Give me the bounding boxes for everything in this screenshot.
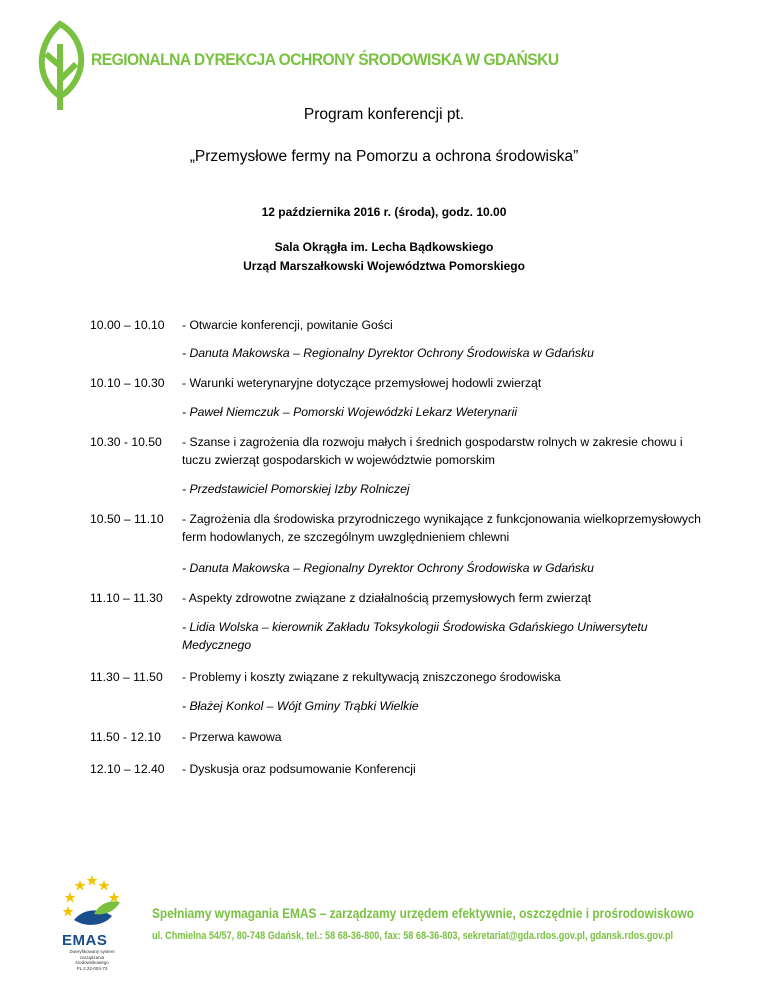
emas-stars-icon: [60, 872, 124, 932]
organization-name: REGIONALNA DYREKCJA OCHRONY ŚRODOWISKA W GDAŃSKU: [91, 50, 559, 69]
program-speaker: - Danuta Makowska – Regionalny Dyrektor Ochrony Środowiska w Gdańsku: [182, 561, 594, 575]
program-time: 11.10 – 11.30: [90, 591, 163, 605]
program-title: Program konferencji pt.: [303, 106, 465, 123]
page-footer: [60, 872, 720, 984]
emas-certificate-line: Zweryfikowany system: [69, 949, 115, 954]
conference-date: 12 października 2016 r. (środa), godz. 10.00: [261, 205, 507, 219]
program-time: 12.10 – 12.40: [90, 762, 165, 776]
footer-address: ul. Chmielna 54/57, 80-748 Gdańsk, tel.: 58 68-36-800, fax: 58 68-36-803, sekretariat@gda.rdos.gov.pl, gdansk.rdos.gov.pl: [152, 930, 674, 942]
footer-slogan: Spełniamy wymagania EMAS – zarządzamy urzędem efektywnie, oszczędnie i prośrodowiskowo: [152, 906, 695, 921]
program-speaker: - Lidia Wolska – kierownik Zakładu Toksykologii Środowiska Gdańskiego Uniwersytetu Medycznego: [182, 620, 648, 652]
program-speaker: - Błażej Konkol – Wójt Gminy Trąbki Wielkie: [182, 699, 419, 713]
program-time: 11.50 - 12.10: [90, 730, 161, 744]
emas-logo-text: EMAS: [62, 932, 108, 949]
page-header: [36, 20, 736, 112]
program-description: - Przerwa kawowa: [182, 730, 282, 744]
program-speaker: - Danuta Makowska – Regionalny Dyrektor Ochrony Środowiska w Gdańsku: [182, 346, 594, 360]
venue-building: Urząd Marszałkowski Województwa Pomorskiego: [243, 259, 525, 273]
emas-certificate-line: zarządzania: [79, 954, 105, 960]
program-speaker: - Paweł Niemczuk – Pomorski Wojewódzki Lekarz Weterynarii: [182, 405, 518, 419]
program-description: - Szanse i zagrożenia dla rozwoju małych i średnich gospodarstw rolnych w zakresie chowu i tuczu zwierząt gospodarskich w województwie pomorskim: [182, 435, 683, 467]
venue-room: Sala Okrągła im. Lecha Bądkowskiego: [274, 240, 494, 254]
program-time: 10.30 - 10.50: [90, 435, 162, 449]
program-description: - Zagrożenia dla środowiska przyrodniczego wynikające z funkcjonowania wielkoprzemysłowych ferm hodowlanych, ze szczególnym uwzględnieniem chlewni: [182, 512, 701, 544]
program-description: - Problemy i koszty związane z rekultywacją zniszczonego środowiska: [182, 670, 561, 684]
emas-certificate-line: środowiskowego: [75, 960, 109, 965]
program-time: 10.00 – 10.10: [90, 318, 165, 332]
program-description: - Otwarcie konferencji, powitanie Gości: [182, 318, 393, 332]
program-description: - Warunki weterynaryjne dotyczące przemysłowej hodowli zwierząt: [182, 376, 542, 390]
conference-title: „Przemysłowe fermy na Pomorzu a ochrona środowiska”: [189, 148, 579, 165]
leaf-logo-icon: [36, 20, 86, 112]
program-time: 11.30 – 11.50: [90, 670, 163, 684]
program-description: - Aspekty zdrowotne związane z działalnością przemysłowych ferm zwierząt: [182, 591, 592, 605]
program-time: 10.10 – 10.30: [90, 376, 165, 390]
program-speaker: - Przedstawiciel Pomorskiej Izby Rolniczej: [182, 482, 410, 496]
program-time: 10.50 – 11.10: [90, 512, 164, 526]
emas-certificate: [62, 949, 122, 971]
emas-certificate-line: PL 2.22-004-73: [76, 965, 108, 971]
program-description: - Dyskusja oraz podsumowanie Konferencji: [182, 762, 416, 776]
